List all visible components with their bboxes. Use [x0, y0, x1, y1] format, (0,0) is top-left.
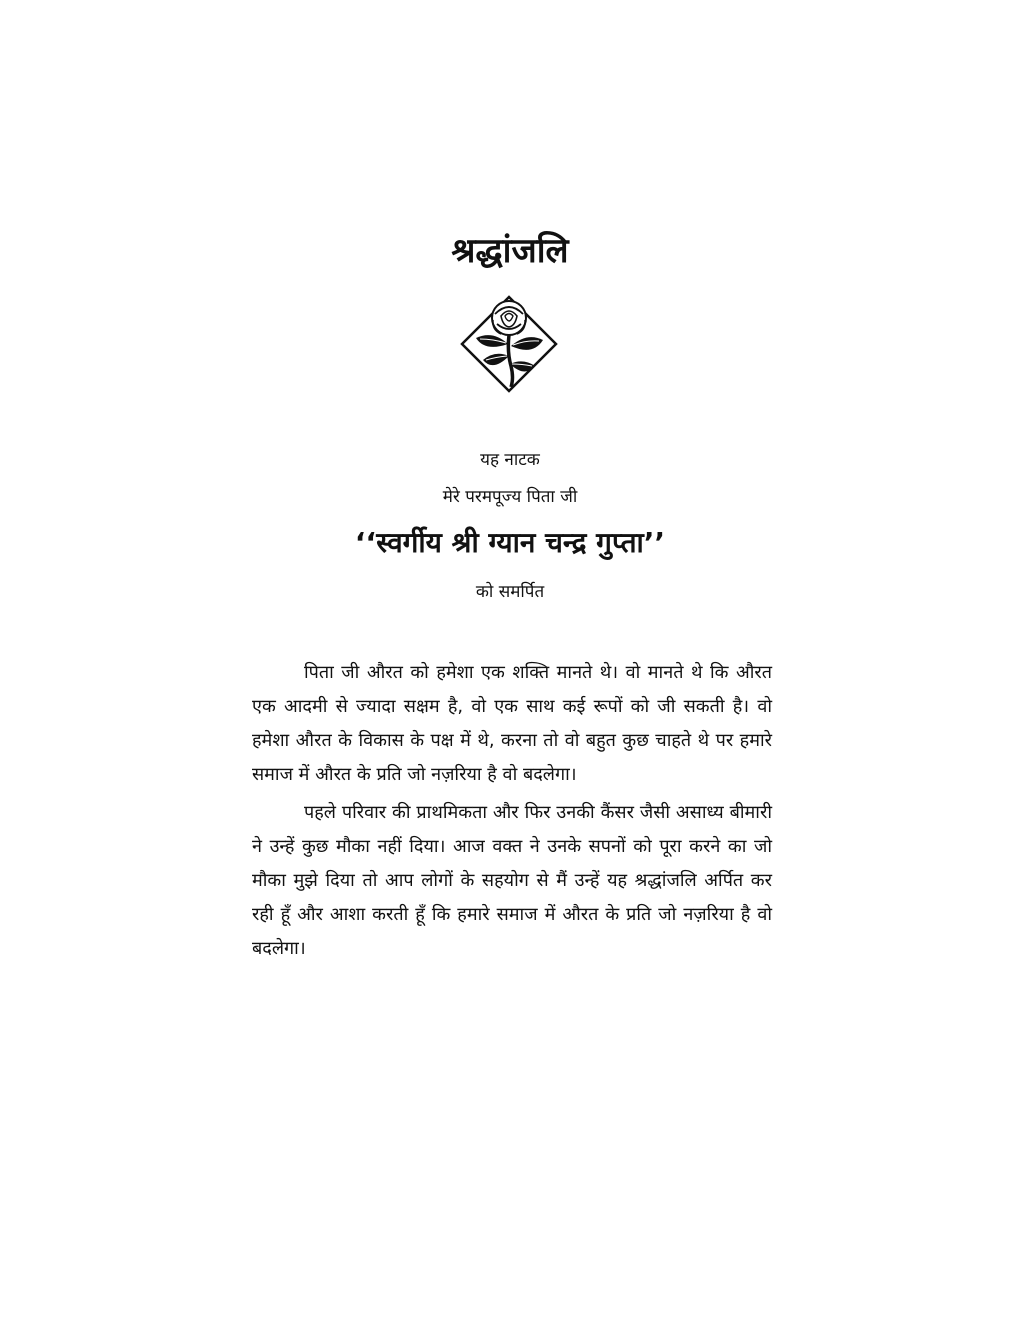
dedication-line-2: मेरे परमपूज्य पिता जी	[442, 487, 578, 507]
tribute-body	[252, 656, 772, 970]
page-title: श्रद्धांजलि	[451, 231, 569, 271]
rose-diamond-icon	[459, 294, 559, 394]
dedication-line-1: यह नाटक	[480, 450, 540, 470]
paragraph-1: पिता जी औरत को हमेशा एक शक्ति मानते थे। वो मानते थे कि औरत एक आदमी से ज्यादा सक्षम है, वो एक साथ कई रूपों को जी सकती है। वो हमेशा औरत के विकास के पक्ष में थे, करना तो वो बहुत कुछ चाहते थे पर हमारे समाज में औरत के प्रति जो नज़रिया है वो बदलेगा।	[252, 662, 772, 785]
dedication-line-3: को समर्पित	[475, 582, 545, 602]
paragraph-2: पहले परिवार की प्राथमिकता और फिर उनकी कैंसर जैसी असाध्य बीमारी ने उन्हें कुछ मौका नहीं दिया। आज वक्त ने उनके सपनों को पूरा करने का जो मौका मुझे दिया तो आप लोगों के सहयोग से मैं उन्हें यह श्रद्धांजलि अर्पित कर रही हूँ और आशा करती हूँ कि हमारे समाज में औरत के प्रति जो नज़रिया है वो बदलेगा।	[252, 802, 772, 959]
rose-ornament-svg	[459, 294, 559, 394]
dedication-name: ‘‘स्वर्गीय श्री ग्यान चन्द्र गुप्ता’’	[354, 526, 666, 559]
